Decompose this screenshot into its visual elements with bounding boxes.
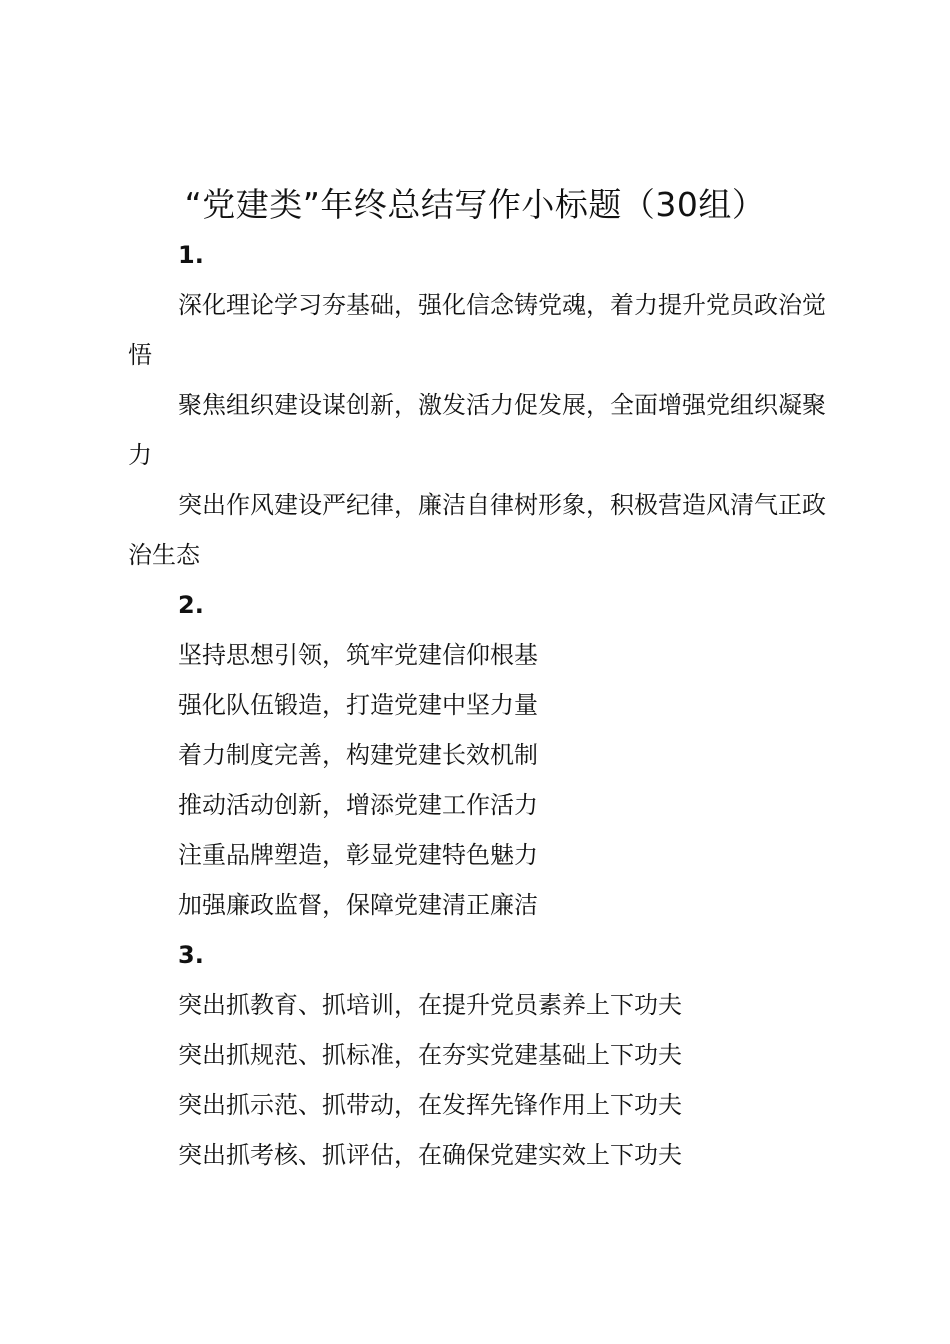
paragraph: 突出抓示范、抓带动，在发挥先锋作用上下功夫 (178, 1091, 682, 1119)
paragraph: 着力制度完善，构建党建长效机制 (178, 741, 538, 769)
paragraph: 加强廉政监督，保障党建清正廉洁 (178, 891, 538, 919)
section-2 (128, 580, 834, 930)
paragraph: 突出作风建设严纪律，廉洁自律树形象，积极营造风清气正政治生态 (128, 491, 826, 569)
paragraph: 推动活动创新，增添党建工作活力 (178, 791, 538, 819)
document-title: “党建类”年终总结写作小标题（30组） (184, 185, 766, 224)
paragraph: 突出抓规范、抓标准，在夯实党建基础上下功夫 (178, 1041, 682, 1069)
paragraph: 深化理论学习夯基础，强化信念铸党魂，着力提升党员政治觉悟 (128, 291, 826, 369)
section-number: 2. (178, 591, 204, 619)
paragraph: 注重品牌塑造，彰显党建特色魅力 (178, 841, 538, 869)
paragraph: 强化队伍锻造，打造党建中坚力量 (178, 691, 538, 719)
document-body (128, 230, 834, 1180)
paragraph: 突出抓教育、抓培训，在提升党员素养上下功夫 (178, 991, 682, 1019)
paragraph: 聚焦组织建设谋创新，激发活力促发展，全面增强党组织凝聚力 (128, 391, 826, 469)
section-1 (128, 230, 834, 580)
section-number: 1. (178, 241, 204, 269)
section-3 (128, 930, 834, 1180)
paragraph: 突出抓考核、抓评估，在确保党建实效上下功夫 (178, 1141, 682, 1169)
paragraph: 坚持思想引领，筑牢党建信仰根基 (178, 641, 538, 669)
section-number: 3. (178, 941, 204, 969)
